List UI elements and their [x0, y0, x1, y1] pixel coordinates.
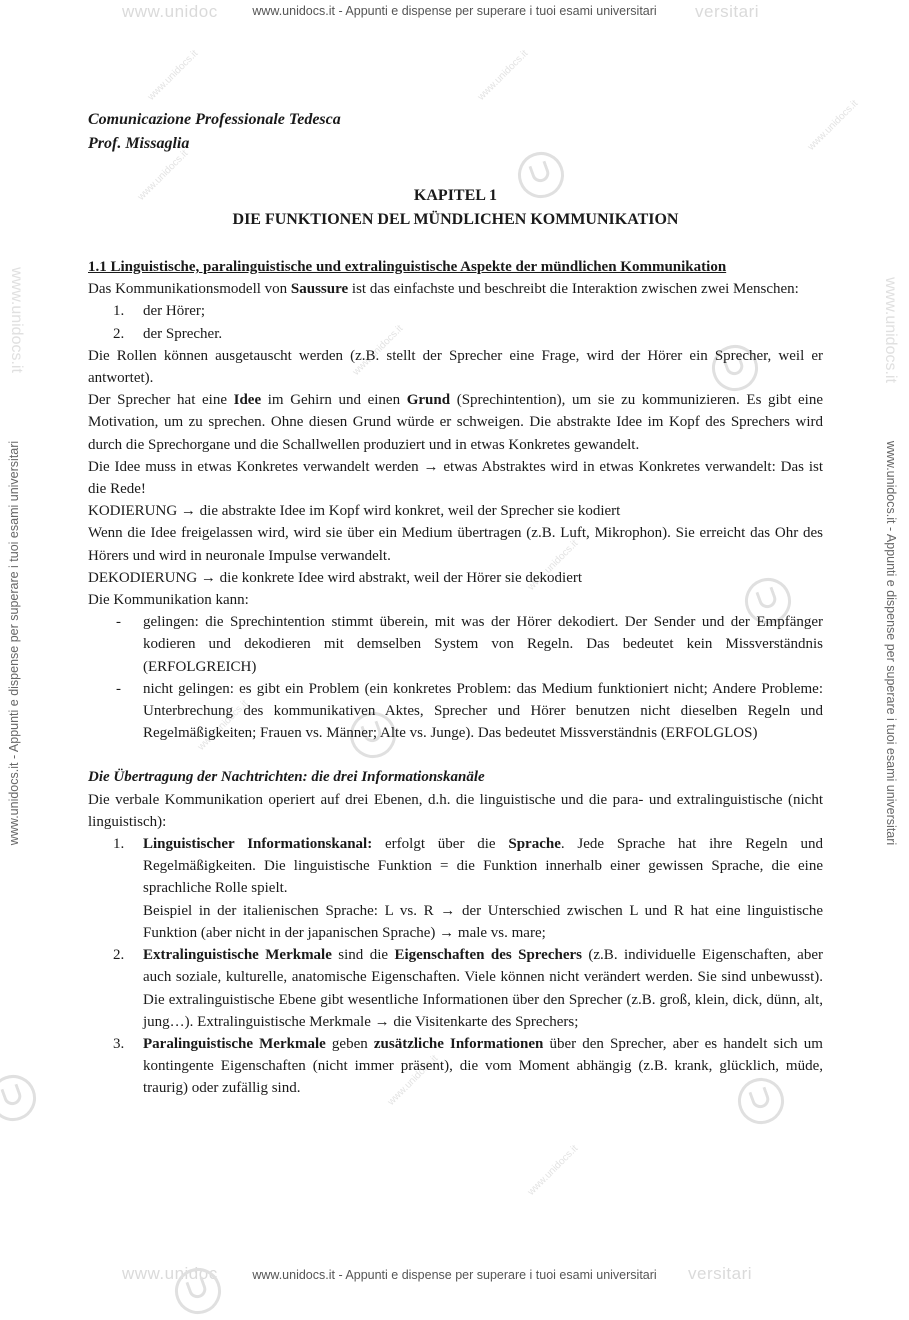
watermark-diagonal: www.unidocs.it — [385, 1053, 441, 1108]
watermark-side-right-ghost: www.unidocs.it — [882, 277, 899, 383]
watermark-ghost-bottom-right: versitari — [688, 1264, 753, 1283]
paragraph: Die Kommunikation kann: — [88, 592, 249, 609]
watermark-logo-icon — [0, 1069, 42, 1128]
watermark-diagonal: www.unidocs.it — [525, 538, 581, 593]
watermark-diagonal: www.unidocs.it — [145, 48, 201, 103]
section-title: 1.1 Linguistische, paralinguistische und extralinguistische Aspekte der mündlichen Kommunikation — [88, 259, 727, 275]
course-title: Comunicazione Professionale Tedesca — [88, 111, 341, 128]
paragraph: Das Kommunikationsmodell von Saussure ist das einfachste und beschreibt die Interaktion zwischen zwei Menschen: — [88, 281, 799, 298]
list-item: 2. der Sprecher. — [113, 325, 223, 342]
subsection-title: Die Übertragung der Nachtrichten: die drei Informationskanäle — [88, 769, 485, 786]
list-item: 1. Linguistischer Informationskanal: erfolgt über die Sprache. Jede Sprache hat ihre Regeln und Regelmäßigkeiten. Die linguistische Funktion = die Funktion innerhalb einer gewissen Sprache, die eine sprachliche Rolle spielt. Beispiel in der italienischen Sprache: L vs. R → der Unterschied zwischen L und R hat eine linguistische Funktion (aber nicht in der japanischen Sprache) → male vs. mare; — [88, 833, 823, 944]
list-item: - nicht gelingen: es gibt ein Problem (ein konkretes Problem: das Medium funktioniert nicht; Andere Probleme: Unterbrechung des kommunikativen Aktes, Sprecher und Hörer benutzen nicht dieselben Regeln und Regelmäßigkeiten; Frauen vs. Männer; Alte vs. Junge). Das bedeutet Missverständnis (ERFOLGLOS) — [116, 680, 823, 742]
watermark-side-left: www.unidocs.it - Appunti e dispense per superare i tuoi esami universitari — [7, 440, 21, 846]
watermark-footer: www.unidocs.it - Appunti e dispense per superare i tuoi esami universitari — [252, 1268, 657, 1282]
example-text: Beispiel in der italienischen Sprache: L vs. R → der Unterschied zwischen L und R hat eine linguistische Funktion (aber nicht in der japanischen Sprache) → male vs. mare; — [143, 902, 823, 941]
watermark-diagonal: www.unidocs.it — [350, 323, 406, 378]
chapter-title: DIE FUNKTIONEN DEL MÜNDLICHEN KOMMUNIKATION — [232, 211, 679, 228]
paragraph: Die Rollen können ausgetauscht werden (z.B. stellt der Sprecher eine Frage, wird der Hörer ein Sprecher, weil er antwortet). — [88, 347, 823, 387]
watermark-diagonal: www.unidocs.it — [475, 48, 531, 103]
watermark-diagonal: www.unidocs.it — [135, 148, 191, 203]
watermark-ghost-top-right: versitari — [695, 2, 760, 21]
watermark-ghost-top-left: www.unidoc — [122, 2, 218, 21]
course-professor: Prof. Missaglia — [88, 135, 190, 152]
paragraph: Wenn die Idee freigelassen wird, wird sie über ein Medium übertragen (z.B. Luft, Mikrophon). Sie erreicht das Ohr des Hörers und wird in neuronale Impulse verwandelt. — [88, 525, 823, 564]
list-item: 1. der Hörer; — [113, 303, 206, 320]
paragraph: DEKODIERUNG → die konkrete Idee wird abstrakt, weil der Hörer sie dekodiert — [88, 569, 583, 586]
chapter-number: KAPITEL 1 — [413, 187, 498, 204]
paragraph: Der Sprecher hat eine Idee im Gehirn und einen Grund (Sprechintention), um sie zu kommunizieren. Es gibt eine Motivation, um zu sprechen. Ohne diesen Grund würde er schweigen. Die abstrakte Idee im Kopf des Sprechers wird durch die Sprechorgane und die Schallwellen produziert und in etwas Konkretes gewandelt. — [88, 392, 823, 453]
watermark-side-left-ghost: www.unidocs.it — [8, 267, 25, 373]
paragraph: KODIERUNG → die abstrakte Idee im Kopf wird konkret, weil der Sprecher sie kodiert — [88, 503, 621, 520]
watermark-diagonal: www.unidocs.it — [195, 698, 251, 753]
watermark-header: www.unidocs.it - Appunti e dispense per superare i tuoi esami universitari — [252, 4, 657, 18]
watermark-ghost-bottom-left: www.unidoc — [122, 1264, 218, 1283]
paragraph: Die verbale Kommunikation operiert auf drei Ebenen, d.h. die linguistische und die para- und extralinguistische (nicht linguistisch): — [88, 791, 823, 830]
watermark-side-right: www.unidocs.it - Appunti e dispense per superare i tuoi esami universitari — [884, 440, 898, 846]
paragraph: Die Idee muss in etwas Konkretes verwandelt werden → etwas Abstraktes wird in etwas Konkretes verwandelt: Das ist die Rede! — [88, 458, 823, 498]
list-item: 2. Extralinguistische Merkmale sind die Eigenschaften des Sprechers (z.B. individuelle Eigenschaften, aber auch soziale, kulturelle, anatomische Eigenschaften. Viele können nicht verändert werden. Sie sind unbewusst). Die extralinguistische Ebene gibt wesentliche Informationen über den Sprecher (z.B. groß, klein, dick, dünn, alt, jung…). Extralinguistische Merkmale → die Visitenkarte des Sprechers; — [113, 947, 823, 1030]
list-item: 3. Paralinguistische Merkmale geben zusätzliche Informationen über den Sprecher, aber es handelt sich um kontingente Eigenschaften (nicht immer präsent), die vom Moment abhängig (z.B. krank, glücklich, müde, traurig) oder zufällig sind. — [113, 1035, 823, 1097]
document-body — [88, 108, 823, 1100]
watermark-diagonal: www.unidocs.it — [525, 1143, 581, 1198]
watermark-diagonal: www.unidocs.it — [805, 98, 861, 153]
list-item: - gelingen: die Sprechintention stimmt überein, mit was der Hörer dekodiert. Der Sender und der Empfänger kodieren und dekodieren mit demselben System von Regeln. Das bedeutet kein Missverständnis (ERFOLGREICH) — [116, 614, 823, 675]
